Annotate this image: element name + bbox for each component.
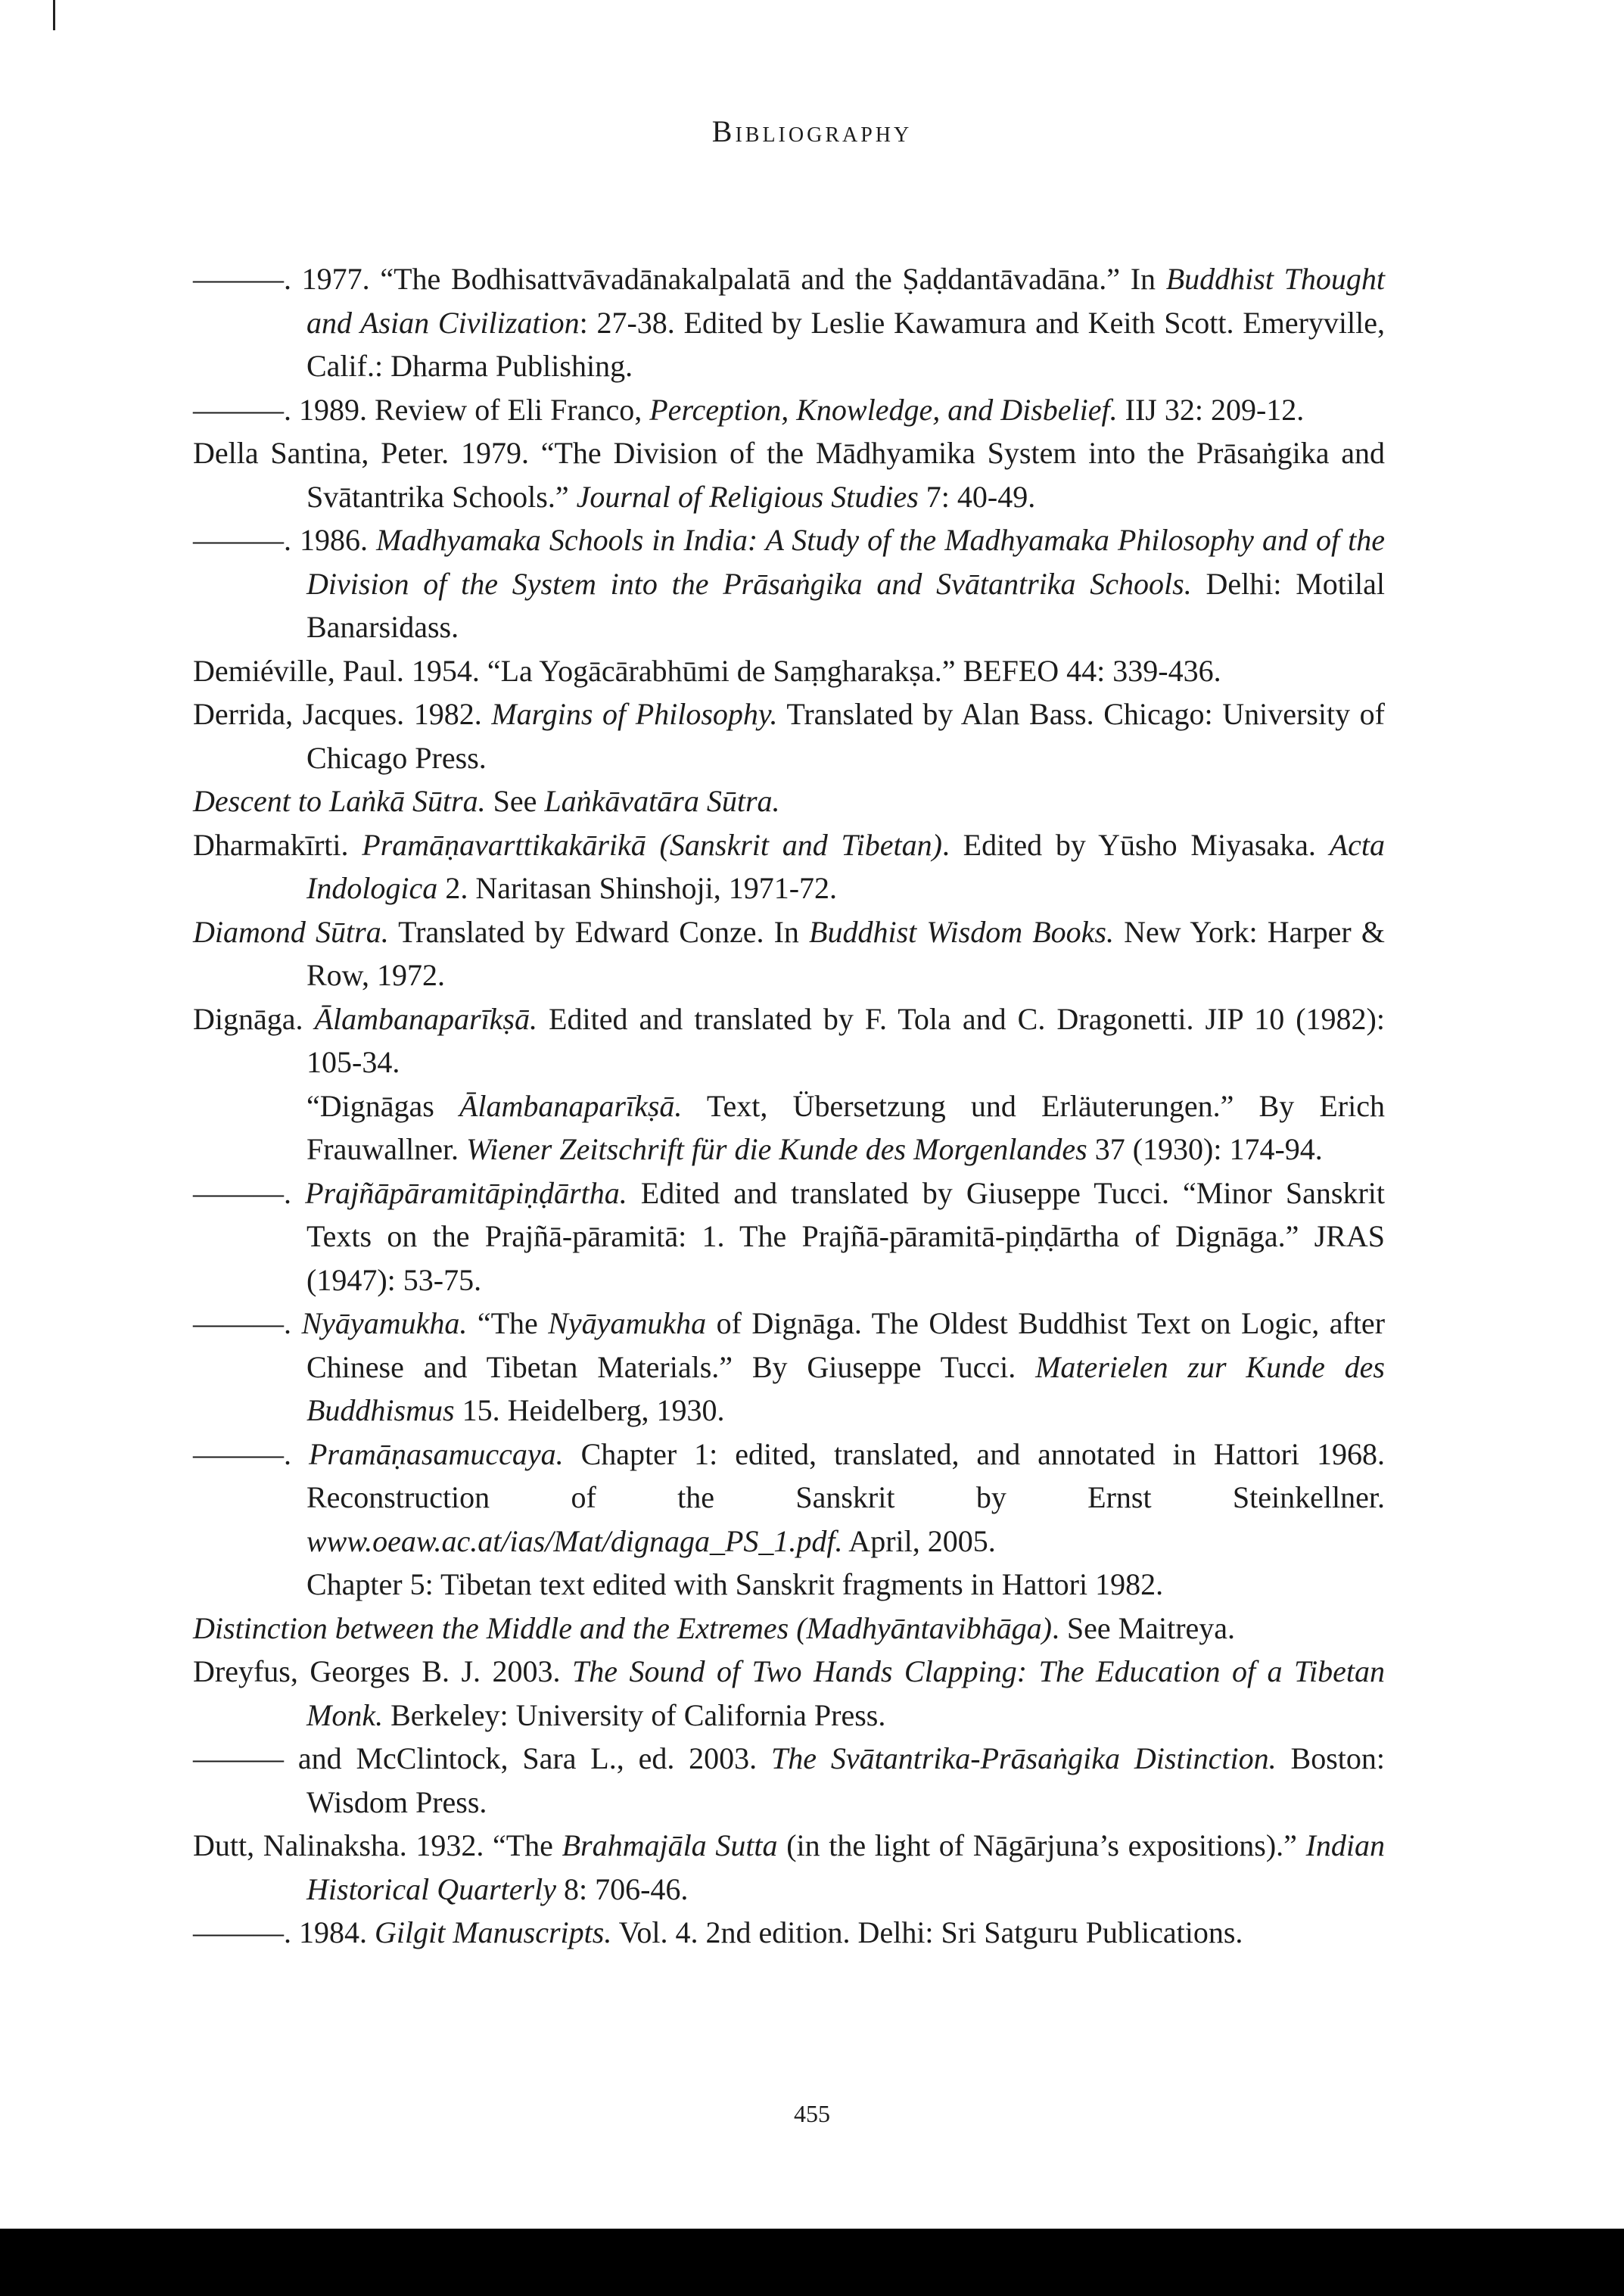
- entry-text: Delhi: Motilal Banarsidass.: [306, 566, 1385, 644]
- entry-text: ———. 1984.: [193, 1915, 375, 1949]
- entry-title-italic: The Svātantrika-Prāsaṅgika Distinction.: [771, 1741, 1277, 1775]
- bibliography-entry: [193, 1302, 1385, 1433]
- entry-title-italic: Pramāṇavarttikakārikā (Sanskrit and Tibetan): [362, 827, 942, 862]
- bibliography-entry: [193, 692, 1385, 779]
- entry-title-italic: Laṅkāvatāra Sūtra.: [544, 784, 780, 818]
- bibliography-entry: [193, 1824, 1385, 1911]
- entry-title-italic: Journal of Religious Studies: [576, 479, 919, 514]
- bibliography-entry: [193, 1737, 1385, 1824]
- entry-title-italic: Descent to Laṅkā Sūtra.: [193, 784, 486, 818]
- entry-text: Text, Übersetzung und Erläuterungen.” By Erich Frauwallner.: [306, 1088, 1385, 1166]
- entry-text: Demiéville, Paul. 1954. “La Yogācārabhūmi de Saṃgharakṣa.” BEFEO 44: 339-436.: [193, 653, 1221, 688]
- entry-text: Edited and translated by F. Tola and C. Dragonetti. JIP 10 (1982): 105-34.: [306, 1001, 1385, 1079]
- bibliography-entry: [193, 518, 1385, 649]
- bibliography-entry: [193, 910, 1385, 997]
- entry-text: ———.: [193, 1306, 302, 1340]
- entry-text: Boston: Wisdom Press.: [306, 1741, 1385, 1819]
- entry-title-italic: Gilgit Manuscripts.: [375, 1915, 612, 1949]
- entry-text: Dutt, Nalinaksha. 1932. “The: [193, 1828, 562, 1862]
- entry-title-italic: Madhyamaka Schools in India: A Study of the Madhyamaka Philosophy and of the Division of the System into the Prāsaṅgika and Svātantrika Schools.: [306, 523, 1386, 601]
- bibliography-entry: [193, 1607, 1385, 1650]
- entry-text: “The: [467, 1306, 549, 1340]
- entry-text: Berkeley: University of California Press.: [383, 1697, 886, 1732]
- bibliography-entry: [193, 431, 1385, 518]
- entry-text: “Dignāgas: [306, 1088, 459, 1123]
- entry-title-italic: Diamond Sūtra.: [193, 914, 389, 949]
- entry-title-italic: Nyāyamukha: [548, 1306, 707, 1340]
- page-number: 455: [794, 2100, 830, 2127]
- scan-mark: [53, 0, 55, 30]
- entry-text: Dignāga.: [193, 1001, 315, 1036]
- entry-title-italic: Wiener Zeitschrift für die Kunde des Morgenlandes: [466, 1132, 1087, 1166]
- bibliography-entry: [193, 1171, 1385, 1302]
- entry-text: ———. 1986.: [193, 523, 377, 557]
- scan-border: [0, 2229, 1624, 2296]
- bibliography-entry: [193, 649, 1385, 693]
- entry-text: 7: 40-49.: [918, 479, 1036, 514]
- entry-title-italic: Prajñāpāramitāpiṇḍārtha.: [305, 1175, 627, 1210]
- entry-text: : 27-38. Edited by Leslie Kawamura and Keith Scott. Emeryville, Calif.: Dharma Publishing.: [306, 305, 1385, 383]
- entry-text: Della Santina, Peter. 1979. “The Division of the Mādhyamika System into the Prāsaṅgika and Svātantrika Schools.”: [193, 436, 1385, 514]
- entry-text: . Edited by Yūsho Miyasaka.: [941, 827, 1330, 862]
- entry-title-italic: Materielen zur Kunde des Buddhismus: [306, 1349, 1385, 1427]
- entry-text: ———.: [193, 1175, 306, 1210]
- bibliography-entry: [193, 257, 1385, 388]
- entry-title-italic: Distinction between the Middle and the Extremes (Madhyāntavibhāga): [193, 1610, 1052, 1645]
- bibliography-entry: [193, 1911, 1385, 1955]
- entry-text: New York: Harper & Row, 1972.: [306, 914, 1385, 992]
- bibliography-entry-continuation: [193, 1563, 1385, 1607]
- entry-text: See: [485, 784, 545, 818]
- bibliography-entry: [193, 388, 1385, 432]
- entry-title-italic: Acta Indologica: [306, 827, 1385, 905]
- entry-title-italic: Brahmajāla Sutta: [562, 1828, 778, 1862]
- running-header: Bibliography: [711, 114, 913, 148]
- entry-title-italic: Indian Historical Quarterly: [306, 1828, 1385, 1906]
- entry-text: Edited and translated by Giuseppe Tucci. “Minor Sanskrit Texts on the Prajñā-pāramitā: 1. The Prajñā-pāramitā-piṇḍārtha of Dignāga.” JRAS (1947): 53-75.: [306, 1175, 1386, 1297]
- entry-title-italic: Pramāṇasamuccaya.: [308, 1436, 564, 1471]
- entry-text: ———. 1977. “The Bodhisattvāvadānakalpalatā and the Ṣaḍdantāvadāna.” In: [193, 262, 1166, 296]
- entry-text: of Dignāga. The Oldest Buddhist Text on Logic, after Chinese and Tibetan Materials.” By Giuseppe Tucci.: [306, 1306, 1386, 1384]
- entry-title-italic: Margins of Philosophy.: [491, 697, 778, 731]
- entry-title-italic: The Sound of Two Hands Clapping: The Education of a Tibetan Monk.: [306, 1654, 1386, 1732]
- entry-text: Dharmakīrti.: [193, 827, 362, 862]
- entry-title-italic: Buddhist Thought and Asian Civilization: [306, 262, 1385, 340]
- entry-title-italic: Ālambanaparīkṣā.: [314, 1001, 537, 1036]
- entry-text: Dreyfus, Georges B. J. 2003.: [193, 1654, 573, 1688]
- entry-text: (in the light of Nāgārjuna’s expositions).”: [777, 1828, 1306, 1862]
- bibliography-entry: [193, 1433, 1385, 1563]
- entry-text: Vol. 4. 2nd edition. Delhi: Sri Satguru Publications.: [611, 1915, 1243, 1949]
- entry-text: 2. Naritasan Shinshoji, 1971-72.: [437, 871, 838, 905]
- entry-text: Chapter 1: edited, translated, and annotated in Hattori 1968. Reconstruction of the Sanskrit by Ernst Steinkellner.: [306, 1436, 1385, 1514]
- entry-text: ———. 1989. Review of Eli Franco,: [193, 392, 650, 427]
- bibliography-entry: [193, 779, 1385, 823]
- entry-title-italic: Buddhist Wisdom Books.: [809, 914, 1114, 949]
- entry-title-italic: www.oeaw.ac.at/ias/Mat/dignaga_PS_1.pdf.: [306, 1523, 843, 1558]
- entry-text: ——— and McClintock, Sara L., ed. 2003.: [193, 1741, 772, 1775]
- entry-text: . See Maitreya.: [1051, 1610, 1236, 1645]
- bibliography-entry: [193, 997, 1385, 1084]
- entry-text: Derrida, Jacques. 1982.: [193, 697, 492, 731]
- entry-text: Chapter 5: Tibetan text edited with Sanskrit fragments in Hattori 1982.: [306, 1567, 1164, 1601]
- entry-text: ———.: [193, 1436, 309, 1471]
- entry-text: 15. Heidelberg, 1930.: [454, 1393, 725, 1427]
- entry-text: Translated by Alan Bass. Chicago: University of Chicago Press.: [306, 697, 1385, 775]
- bibliography-list: [193, 257, 1385, 1955]
- entry-text: Translated by Edward Conze. In: [388, 914, 810, 949]
- bibliography-entry: [193, 1650, 1385, 1737]
- entry-title-italic: Nyāyamukha.: [301, 1306, 468, 1340]
- entry-text: 8: 706-46.: [555, 1871, 689, 1906]
- entry-text: April, 2005.: [842, 1523, 996, 1558]
- entry-text: IIJ 32: 209-12.: [1117, 392, 1305, 427]
- bibliography-entry-continuation: [193, 1084, 1385, 1171]
- entry-title-italic: Perception, Knowledge, and Disbelief.: [649, 392, 1118, 427]
- entry-title-italic: Ālambanaparīkṣā.: [459, 1088, 683, 1123]
- bibliography-entry: [193, 823, 1385, 910]
- entry-text: 37 (1930): 174-94.: [1087, 1132, 1323, 1166]
